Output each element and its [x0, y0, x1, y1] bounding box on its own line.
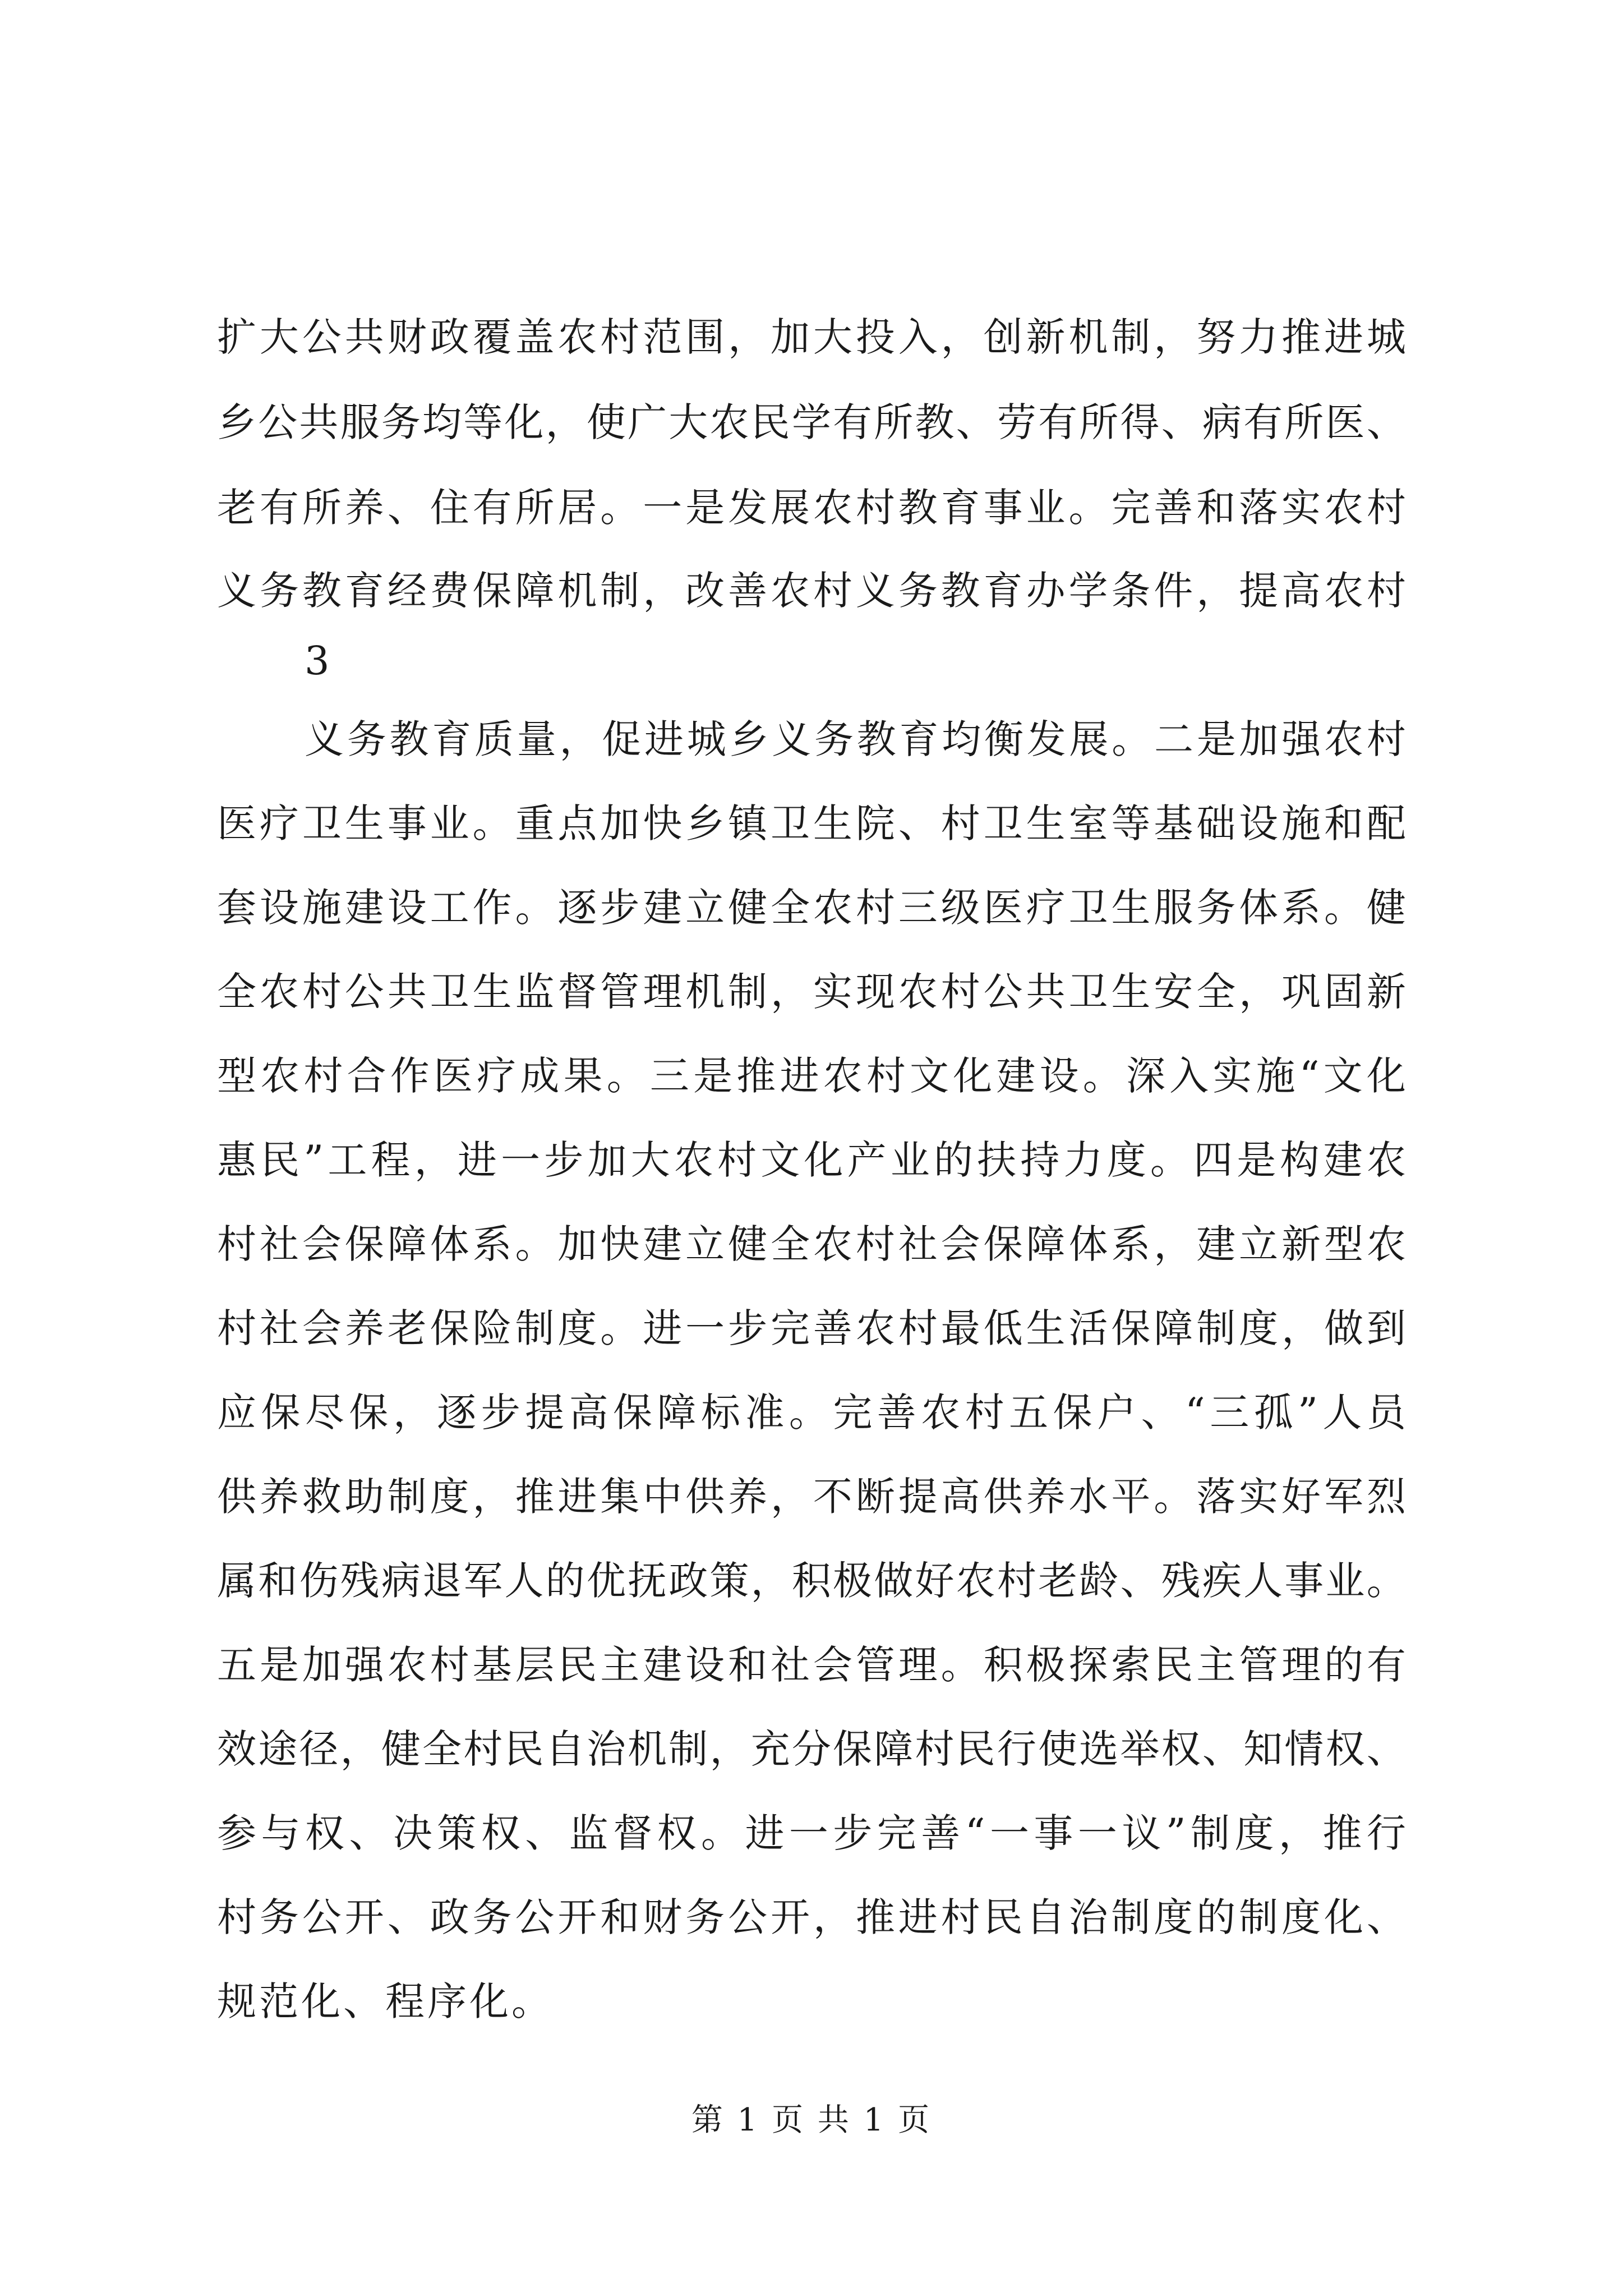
text-line: 义 务 教 育 质 量 ， 促 进 城 乡 义 务 教 育 均 衡 发 展 。 二 是 加 强 农 村: [305, 716, 1406, 762]
text-line: 属 和 伤 残 病 退 军 人 的 优 抚 政 策 ， 积 极 做 好 农 村 老 龄 、 残 疾 人 事 业 。: [217, 1558, 1406, 1604]
text-line: 应 保 尽 保 ， 逐 步 提 高 保 障 标 准 。 完 善 农 村 五 保 户 、 “ 三 孤 ” 人 员: [217, 1389, 1406, 1435]
text-line: 义 务 教 育 经 费 保 障 机 制 ， 改 善 农 村 义 务 教 育 办 学 条 件 ， 提 高 农 村: [217, 568, 1406, 614]
text-line: 惠 民 ” 工 程 ， 进 一 步 加 大 农 村 文 化 产 业 的 扶 持 力 度 。 四 是 构 建 农: [217, 1137, 1406, 1183]
text-line: 规范化、程序化。: [217, 1978, 554, 2024]
text-line: 效 途 径 ， 健 全 村 民 自 治 机 制 ， 充 分 保 障 村 民 行 使 选 举 权 、 知 情 权 、: [217, 1726, 1406, 1772]
text-line: 乡 公 共 服 务 均 等 化 ， 使 广 大 农 民 学 有 所 教 、 劳 有 所 得 、 病 有 所 医 、: [217, 399, 1406, 445]
page-number-marker: 3: [305, 638, 330, 684]
text-line: 套 设 施 建 设 工 作 。 逐 步 建 立 健 全 农 村 三 级 医 疗 卫 生 服 务 体 系 。 健: [217, 885, 1406, 931]
text-line: 村 社 会 养 老 保 险 制 度 。 进 一 步 完 善 农 村 最 低 生 活 保 障 制 度 ， 做 到: [217, 1305, 1406, 1351]
text-line: 村 社 会 保 障 体 系 。 加 快 建 立 健 全 农 村 社 会 保 障 体 系 ， 建 立 新 型 农: [217, 1221, 1406, 1267]
text-line: 村 务 公 开 、 政 务 公 开 和 财 务 公 开 ， 推 进 村 民 自 治 制 度 的 制 度 化 、: [217, 1894, 1406, 1940]
text-line: 供 养 救 助 制 度 ， 推 进 集 中 供 养 ， 不 断 提 高 供 养 水 平 。 落 实 好 军 烈: [217, 1474, 1406, 1520]
page-footer: 第 1 页 共 1 页: [691, 2102, 932, 2138]
text-line: 医 疗 卫 生 事 业 。 重 点 加 快 乡 镇 卫 生 院 、 村 卫 生 室 等 基 础 设 施 和 配: [217, 800, 1406, 846]
text-line: 五 是 加 强 农 村 基 层 民 主 建 设 和 社 会 管 理 。 积 极 探 索 民 主 管 理 的 有: [217, 1642, 1406, 1688]
text-line: 扩 大 公 共 财 政 覆 盖 农 村 范 围 ， 加 大 投 入 ， 创 新 机 制 ， 努 力 推 进 城: [217, 314, 1406, 360]
text-line: 参 与 权 、 决 策 权 、 监 督 权 。 进 一 步 完 善 “ 一 事 一 议 ” 制 度 ， 推 行: [217, 1810, 1406, 1856]
text-line: 型 农 村 合 作 医 疗 成 果 。 三 是 推 进 农 村 文 化 建 设 。 深 入 实 施 “ 文 化: [217, 1053, 1406, 1099]
text-line: 老 有 所 养 、 住 有 所 居 。 一 是 发 展 农 村 教 育 事 业 。 完 善 和 落 实 农 村: [217, 485, 1406, 531]
text-line: 全 农 村 公 共 卫 生 监 督 管 理 机 制 ， 实 现 农 村 公 共 卫 生 安 全 ， 巩 固 新: [217, 969, 1406, 1015]
